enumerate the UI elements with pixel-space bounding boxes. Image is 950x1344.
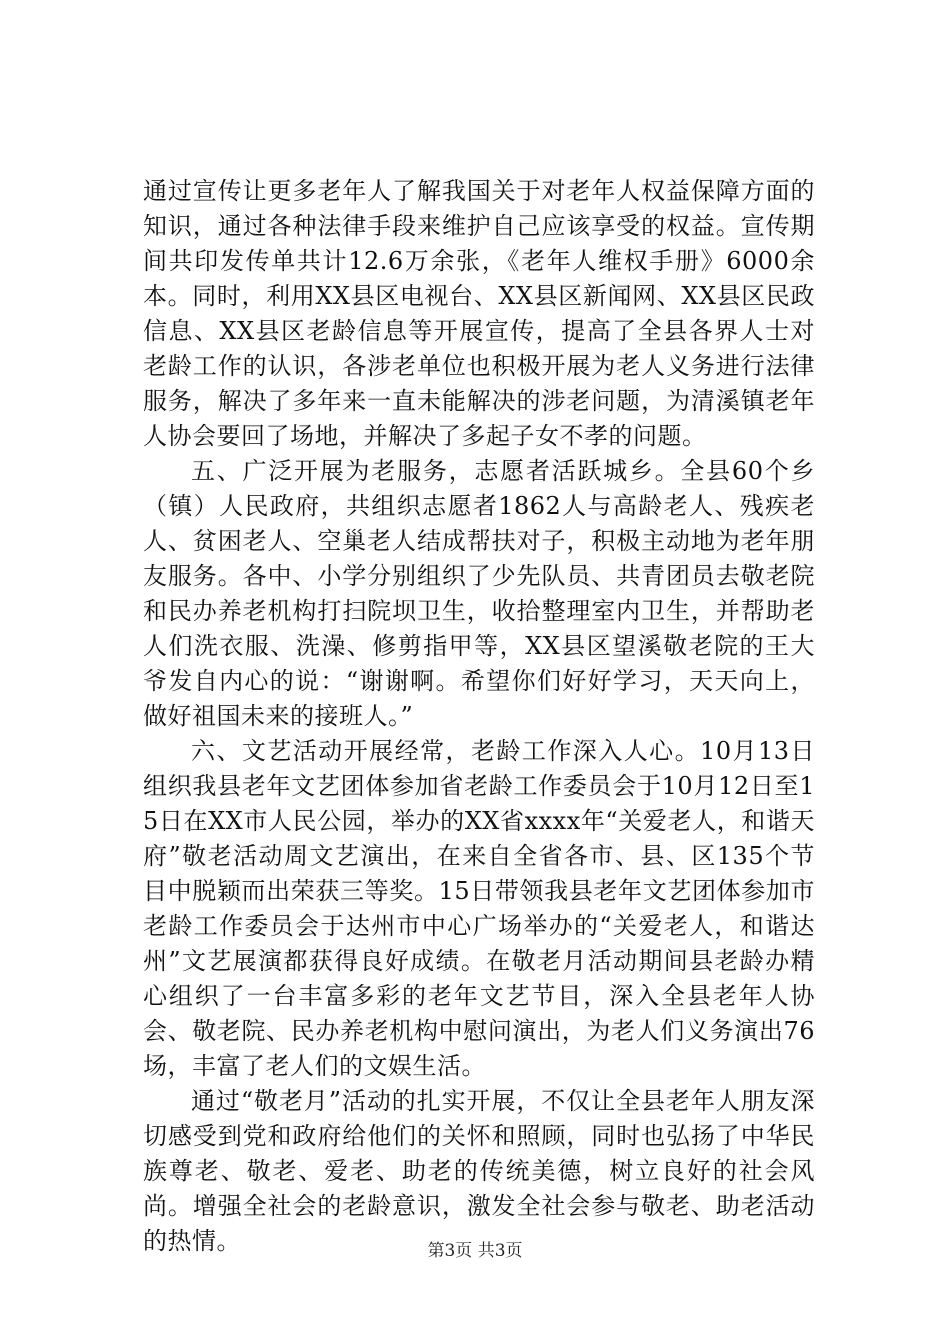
paragraph-arts-activities: 六、文艺活动开展经常，老龄工作深入人心。10月13日组织我县老年文艺团体参加省老龄工作委员会于10月12日至15日在XX市人民公园，举办的XX省xxxx年“关爱老人，和谐天府”敬老活动周文艺演出，在来自全省各市、县、区135个节目中脱颖而出荣获三等奖。15日带领我县老年文艺团体参加市老龄工作委员会于达州市中心广场举办的“关爱老人，和谐达州”文艺展演都获得良好成绩。在敬老月活动期间县老龄办精心组织了一台丰富多彩的老年文艺节目，深入全县老年人协会、敬老院、民办养老机构中慰问演出，为老人们义务演出76场，丰富了老人们的文娱生活。: [143, 737, 815, 1080]
paragraph-conclusion: 通过“敬老月”活动的扎实开展，不仅让全县老年人朋友深切感受到党和政府给他们的关怀和照顾，同时也弘扬了中华民族尊老、敬老、爱老、助老的传统美德，树立良好的社会风尚。增强全社会的老龄意识，激发全社会参与敬老、助老活动的热情。: [143, 1087, 815, 1255]
paragraph-volunteer-service: 五、广泛开展为老服务，志愿者活跃城乡。全县60个乡（镇）人民政府，共组织志愿者1862人与高龄老人、残疾老人、贫困老人、空巢老人结成帮扶对子，积极主动地为老年朋友服务。各中、小学分别组织了少先队员、共青团员去敬老院和民办养老机构打扫院坝卫生，收拾整理室内卫生，并帮助老人们洗衣服、洗澡、修剪指甲等，XX县区望溪敬老院的王大爷发自内心的说：“谢谢啊。希望你们好好学习，天天向上，做好祖国未来的接班人。”: [143, 457, 815, 730]
paragraph-publicity-continued: 通过宣传让更多老年人了解我国关于对老年人权益保障方面的知识，通过各种法律手段来维护自己应该享受的权益。宣传期间共印发传单共计12.6万余张，《老年人维权手册》6000余本。同时，利用XX县区电视台、XX县区新闻网、XX县区民政信息、XX县区老龄信息等开展宣传，提高了全县各界人士对老龄工作的认识，各涉老单位也积极开展为老人义务进行法律服务，解决了多年来一直未能解决的涉老问题，为清溪镇老年人协会要回了场地，并解决了多起子女不孝的问题。: [143, 177, 815, 450]
document-body: [143, 174, 815, 1259]
page-number-footer: 第3页 共3页: [427, 1241, 523, 1261]
